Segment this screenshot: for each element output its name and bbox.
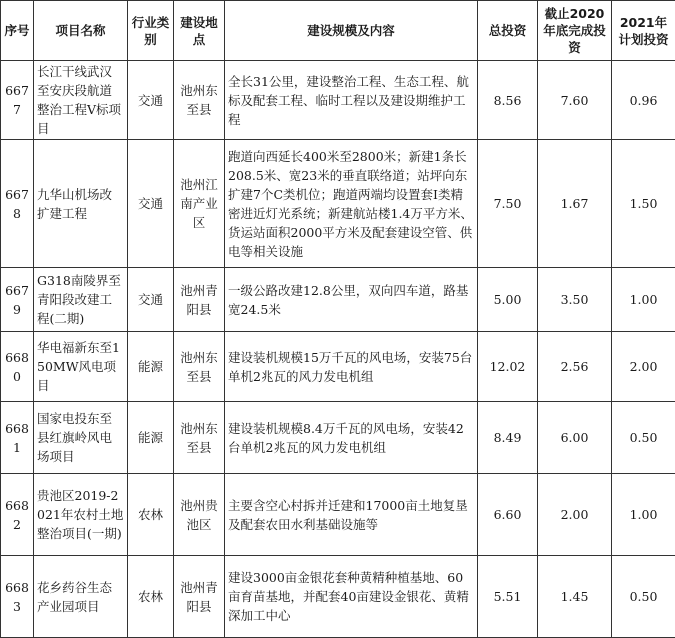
cell-completed-investment: 2.56: [538, 332, 612, 402]
cell-completed-investment: 6.00: [538, 402, 612, 474]
cell-completed-investment: 1.45: [538, 556, 612, 638]
cell-completed-investment: 1.67: [538, 140, 612, 268]
cell-category: 能源: [128, 402, 174, 474]
cell-location: 池州贵池区: [174, 474, 225, 556]
table-row: [1, 61, 675, 140]
cell-serial: 6677: [1, 61, 34, 140]
cell-location: 池州青阳县: [174, 556, 225, 638]
cell-location: 池州东至县: [174, 332, 225, 402]
cell-serial: 6681: [1, 402, 34, 474]
cell-completed-investment: 7.60: [538, 61, 612, 140]
cell-content: 主要含空心村拆并迁建和17000亩土地复垦及配套农田水利基础设施等: [225, 474, 478, 556]
cell-planned-investment: 1.00: [612, 474, 675, 556]
cell-project-name: 花乡药谷生态产业园项目: [34, 556, 128, 638]
cell-project-name: G318南陵界至青阳段改建工程(二期): [34, 268, 128, 332]
cell-content: 跑道向西延长400米至2800米；新建1条长208.5米、宽23米的垂直联络道；站坪向东扩建7个C类机位；跑道两端均设置套I类精密进近灯光系统；新建航站楼1.4万平方米、货运站面积2000平方米及配套建设空管、供电等相关设施: [225, 140, 478, 268]
cell-content: 一级公路改建12.8公里，双向四车道，路基宽24.5米: [225, 268, 478, 332]
cell-location: 池州江南产业区: [174, 140, 225, 268]
table-body: [1, 61, 675, 638]
cell-content: 建设装机规模15万千瓦的风电场，安装75台单机2兆瓦的风力发电机组: [225, 332, 478, 402]
header-planned-investment: 2021年计划投资: [612, 1, 675, 61]
cell-total-investment: 5.00: [478, 268, 538, 332]
cell-content: 全长31公里，建设整治工程、生态工程、航标及配套工程、临时工程以及建设期维护工程: [225, 61, 478, 140]
cell-total-investment: 7.50: [478, 140, 538, 268]
table-row: [1, 556, 675, 638]
cell-category: 交通: [128, 268, 174, 332]
cell-completed-investment: 2.00: [538, 474, 612, 556]
cell-category: 农林: [128, 556, 174, 638]
cell-total-investment: 5.51: [478, 556, 538, 638]
header-category: 行业类别: [128, 1, 174, 61]
header-completed-investment: 截止2020年底完成投资: [538, 1, 612, 61]
cell-content: 建设装机规模8.4万千瓦的风电场，安装42台单机2兆瓦的风力发电机组: [225, 402, 478, 474]
cell-total-investment: 12.02: [478, 332, 538, 402]
table-row: [1, 140, 675, 268]
cell-planned-investment: 1.50: [612, 140, 675, 268]
header-project-name: 项目名称: [34, 1, 128, 61]
cell-project-name: 长江干线武汉至安庆段航道整治工程V标项目: [34, 61, 128, 140]
header-serial: 序号: [1, 1, 34, 61]
cell-serial: 6683: [1, 556, 34, 638]
table-row: [1, 402, 675, 474]
cell-location: 池州青阳县: [174, 268, 225, 332]
cell-project-name: 国家电投东至县红旗岭风电场项目: [34, 402, 128, 474]
cell-planned-investment: 0.50: [612, 556, 675, 638]
cell-total-investment: 8.49: [478, 402, 538, 474]
cell-project-name: 贵池区2019-2021年农村土地整治项目(一期): [34, 474, 128, 556]
cell-completed-investment: 3.50: [538, 268, 612, 332]
table-row: [1, 268, 675, 332]
cell-category: 交通: [128, 140, 174, 268]
cell-planned-investment: 0.50: [612, 402, 675, 474]
cell-total-investment: 6.60: [478, 474, 538, 556]
cell-planned-investment: 0.96: [612, 61, 675, 140]
cell-serial: 6679: [1, 268, 34, 332]
cell-location: 池州东至县: [174, 402, 225, 474]
cell-total-investment: 8.56: [478, 61, 538, 140]
header-row: [1, 1, 675, 61]
cell-planned-investment: 1.00: [612, 268, 675, 332]
table-row: [1, 332, 675, 402]
cell-location: 池州东至县: [174, 61, 225, 140]
cell-serial: 6680: [1, 332, 34, 402]
cell-category: 能源: [128, 332, 174, 402]
cell-category: 农林: [128, 474, 174, 556]
cell-project-name: 华电福新东至150MW风电项目: [34, 332, 128, 402]
header-content: 建设规模及内容: [225, 1, 478, 61]
table-header: [1, 1, 675, 61]
cell-planned-investment: 2.00: [612, 332, 675, 402]
cell-content: 建设3000亩金银花套种黄精种植基地、60亩育苗基地，并配套40亩建设金银花、黄精深加工中心: [225, 556, 478, 638]
cell-project-name: 九华山机场改扩建工程: [34, 140, 128, 268]
table-row: [1, 474, 675, 556]
cell-category: 交通: [128, 61, 174, 140]
header-total-investment: 总投资: [478, 1, 538, 61]
cell-serial: 6678: [1, 140, 34, 268]
cell-serial: 6682: [1, 474, 34, 556]
header-location: 建设地点: [174, 1, 225, 61]
